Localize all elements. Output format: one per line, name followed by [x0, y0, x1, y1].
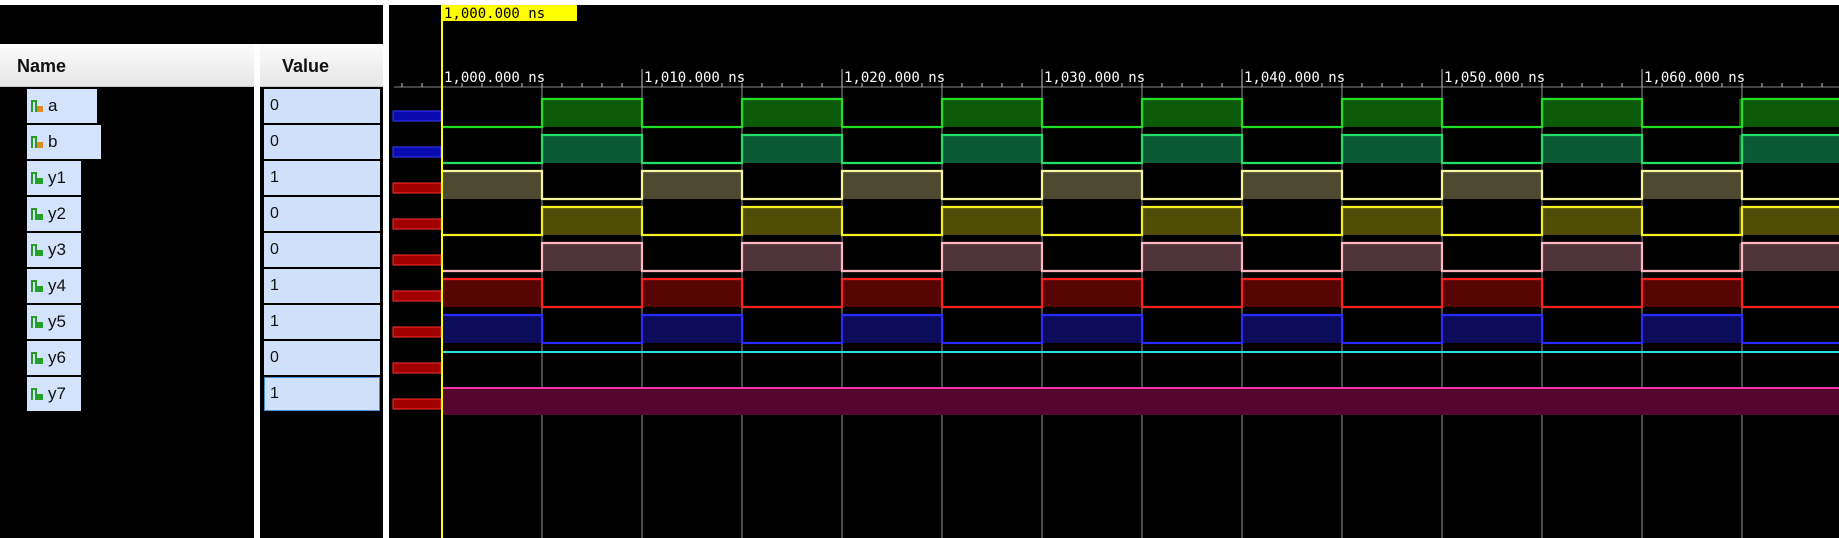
wave-high-fill — [1142, 135, 1242, 163]
wave-high-fill — [1442, 171, 1542, 199]
signal-indicator — [393, 327, 441, 337]
signal-indicator — [393, 363, 441, 373]
ruler-label: 1,000.000 ns — [444, 70, 546, 86]
wave-high-fill — [842, 171, 942, 199]
wave-high-fill — [1739, 207, 1839, 235]
wave-high-fill — [1542, 207, 1642, 235]
ruler-label: 1,020.000 ns — [844, 70, 946, 86]
waveform-canvas[interactable] — [389, 5, 1839, 538]
signal-value-y6[interactable]: 0 — [264, 341, 380, 375]
wave-high-fill — [1739, 99, 1839, 127]
ruler-label: 1,040.000 ns — [1244, 70, 1346, 86]
ruler-label: 1,030.000 ns — [1044, 70, 1146, 86]
output-port-icon — [30, 314, 43, 330]
output-port-icon — [30, 278, 43, 294]
wave-high-fill — [542, 135, 642, 163]
wave-high-fill — [942, 207, 1042, 235]
signal-indicator — [393, 111, 441, 121]
output-port-icon — [30, 206, 43, 222]
wave-high-fill — [942, 99, 1042, 127]
signal-value-y3[interactable]: 0 — [264, 233, 380, 267]
signal-name-label: a — [48, 96, 58, 115]
signal-name-y2[interactable] — [27, 197, 81, 231]
cursor-label: 1,000.000 ns — [444, 6, 546, 22]
wave-high-fill — [1542, 99, 1642, 127]
signal-value-b[interactable]: 0 — [264, 125, 380, 159]
wave-high-fill — [1342, 99, 1442, 127]
signal-name-label: y1 — [48, 168, 66, 187]
wave-high-fill — [1542, 243, 1642, 271]
wave-high-fill — [742, 99, 842, 127]
column-divider[interactable] — [254, 44, 260, 538]
wave-high-fill — [1442, 315, 1542, 343]
wave-high-fill — [1242, 279, 1342, 307]
wave-high-fill — [442, 279, 542, 307]
output-port-icon — [30, 242, 43, 258]
signal-indicator — [393, 291, 441, 301]
waveform-y3[interactable] — [393, 243, 1839, 271]
wave-high-fill — [1242, 315, 1342, 343]
wave-high-fill — [1242, 171, 1342, 199]
wave-high-fill — [642, 171, 742, 199]
output-port-icon — [30, 170, 43, 186]
wave-high-fill — [1542, 135, 1642, 163]
signal-name-label: y4 — [48, 276, 66, 295]
wave-high-fill — [742, 243, 842, 271]
wave-high-fill — [1342, 135, 1442, 163]
waveform-y7[interactable] — [393, 388, 1839, 415]
signal-name-label: y7 — [48, 384, 66, 403]
signal-name-y3[interactable] — [27, 233, 81, 267]
output-port-icon — [30, 350, 43, 366]
wave-high-fill — [1642, 171, 1742, 199]
wave-high-fill — [1739, 243, 1839, 271]
signal-value-a[interactable]: 0 — [264, 89, 380, 123]
wave-high-fill — [842, 315, 942, 343]
wave-high-fill — [1642, 279, 1742, 307]
wave-high-fill — [1342, 243, 1442, 271]
wave-high-fill — [1442, 279, 1542, 307]
signal-name-y7[interactable] — [27, 377, 81, 411]
signal-name-label: y2 — [48, 204, 66, 223]
wave-high-fill — [542, 243, 642, 271]
signal-name-label: y6 — [48, 348, 66, 367]
wave-high-fill — [1142, 99, 1242, 127]
wave-high-fill — [1342, 207, 1442, 235]
wave-high-fill — [842, 279, 942, 307]
signal-indicator — [393, 183, 441, 193]
wave-high-fill — [1642, 315, 1742, 343]
wave-high-fill — [642, 315, 742, 343]
wave-high-fill — [1042, 315, 1142, 343]
signal-name-a[interactable] — [27, 89, 97, 123]
wave-high-fill — [742, 207, 842, 235]
wave-high-fill — [442, 388, 1839, 415]
signal-name-y6[interactable] — [27, 341, 81, 375]
waveform-a[interactable] — [393, 99, 1839, 127]
waveform-b[interactable] — [393, 135, 1839, 163]
output-port-icon — [30, 386, 43, 402]
signal-name-label: y5 — [48, 312, 66, 331]
signal-name-label: y3 — [48, 240, 66, 259]
signal-name-y1[interactable] — [27, 161, 81, 195]
ruler-label: 1,050.000 ns — [1444, 70, 1546, 86]
signal-value-y5[interactable]: 1 — [264, 305, 380, 339]
wave-high-fill — [542, 207, 642, 235]
wave-high-fill — [1142, 243, 1242, 271]
value-column-header[interactable]: Value — [260, 44, 384, 87]
wave-high-fill — [442, 171, 542, 199]
input-port-icon — [30, 134, 43, 150]
input-port-icon — [30, 98, 43, 114]
signal-value-y1[interactable]: 1 — [264, 161, 380, 195]
waveform-y6[interactable] — [393, 352, 1839, 373]
signal-value-y4[interactable]: 1 — [264, 269, 380, 303]
wave-high-fill — [442, 315, 542, 343]
signal-indicator — [393, 219, 441, 229]
name-column-header[interactable]: Name — [0, 44, 254, 87]
signal-value-y2[interactable]: 0 — [264, 197, 380, 231]
signal-name-label: b — [48, 132, 58, 151]
wave-high-fill — [742, 135, 842, 163]
signal-name-y4[interactable] — [27, 269, 81, 303]
wave-high-fill — [942, 135, 1042, 163]
waveform-y4[interactable] — [393, 279, 1839, 307]
signal-indicator — [393, 399, 441, 409]
signal-indicator — [393, 147, 441, 157]
signal-indicator — [393, 255, 441, 265]
wave-high-fill — [1142, 207, 1242, 235]
wave-high-fill — [642, 279, 742, 307]
wave-high-fill — [942, 243, 1042, 271]
signal-name-b[interactable] — [27, 125, 101, 159]
waveform-y5[interactable] — [393, 315, 1839, 343]
signal-name-y5[interactable] — [27, 305, 81, 339]
wave-high-fill — [1739, 135, 1839, 163]
wave-high-fill — [542, 99, 642, 127]
signal-value-y7[interactable]: 1 — [264, 377, 380, 411]
wave-high-fill — [1042, 279, 1142, 307]
ruler-label: 1,060.000 ns — [1644, 70, 1746, 86]
waveform-y1[interactable] — [393, 171, 1839, 199]
waveform-y2[interactable] — [393, 207, 1839, 235]
wave-high-fill — [1042, 171, 1142, 199]
ruler-label: 1,010.000 ns — [644, 70, 746, 86]
